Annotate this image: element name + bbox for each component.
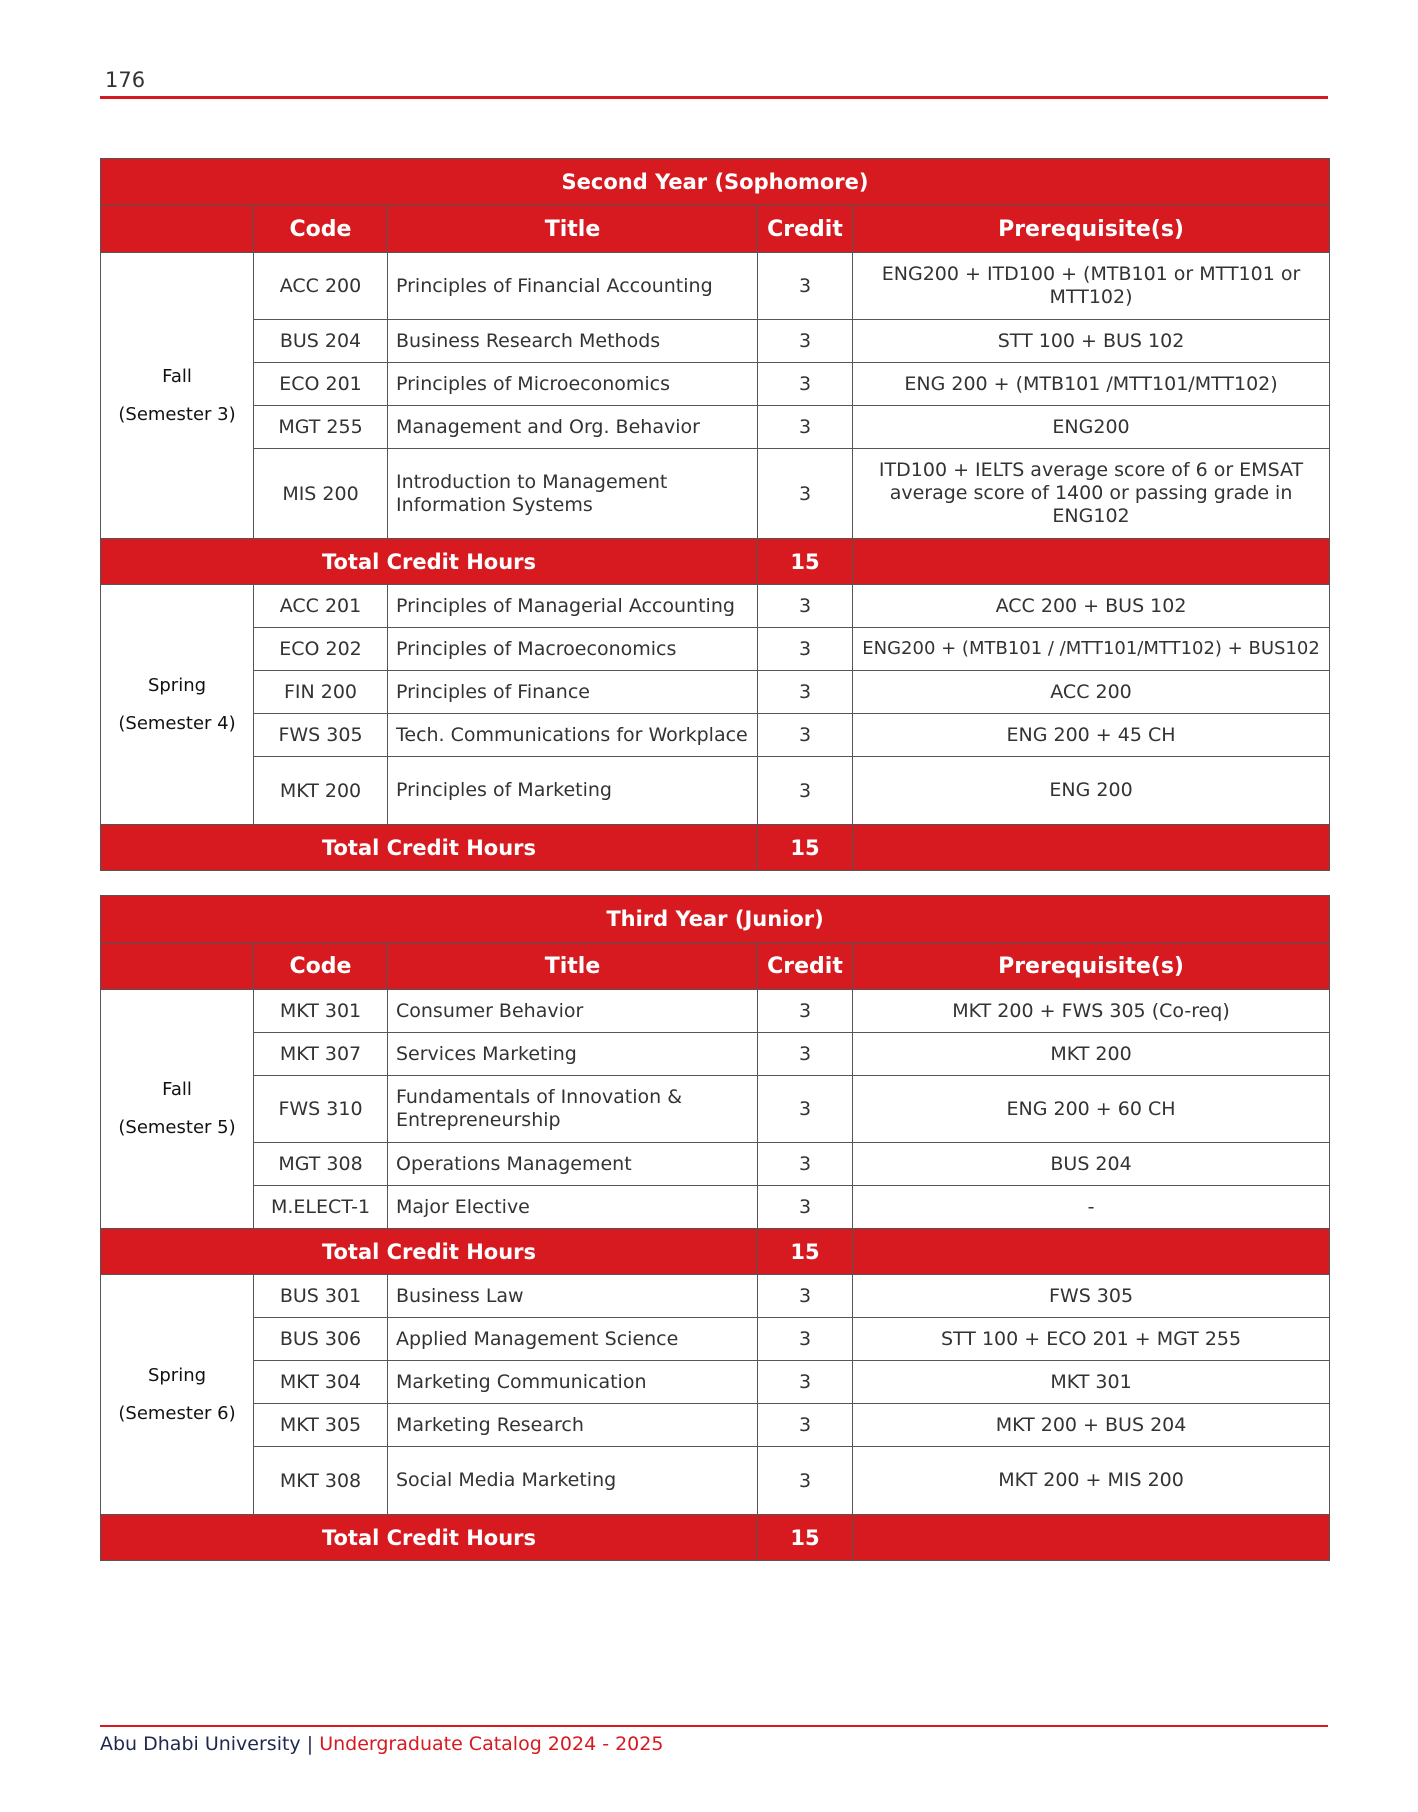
course-title: Principles of Macroeconomics <box>388 628 758 671</box>
total-value: 15 <box>758 1229 853 1275</box>
header-rule <box>100 96 1328 99</box>
total-blank <box>853 1229 1330 1275</box>
table-row <box>101 990 1330 1033</box>
header-blank <box>101 206 254 253</box>
course-prereq: ENG 200 + (MTB101 /MTT101/MTT102) <box>853 363 1330 406</box>
course-credit: 3 <box>758 1361 853 1404</box>
course-prereq: ENG 200 + 45 CH <box>853 714 1330 757</box>
header-code: Code <box>254 943 388 990</box>
course-prereq: ENG200 + ITD100 + (MTB101 or MTT101 or MTT102) <box>853 253 1330 320</box>
course-credit: 3 <box>758 406 853 449</box>
table-row <box>101 253 1330 320</box>
header-prereq: Prerequisite(s) <box>853 943 1330 990</box>
year-title: Third Year (Junior) <box>101 896 1330 943</box>
course-credit: 3 <box>758 1447 853 1515</box>
total-label: Total Credit Hours <box>101 1229 758 1275</box>
table-row <box>101 585 1330 628</box>
total-blank <box>853 825 1330 871</box>
course-title: Principles of Managerial Accounting <box>388 585 758 628</box>
total-value: 15 <box>758 825 853 871</box>
total-label: Total Credit Hours <box>101 539 758 585</box>
table-row <box>101 1076 1330 1143</box>
table-row <box>101 406 1330 449</box>
header-title: Title <box>388 943 758 990</box>
course-code: MKT 308 <box>254 1447 388 1515</box>
course-code: MGT 255 <box>254 406 388 449</box>
course-prereq: ITD100 + IELTS average score of 6 or EMSAT average score of 1400 or passing grade in ENG102 <box>853 449 1330 539</box>
table-row <box>101 1143 1330 1186</box>
course-credit: 3 <box>758 320 853 363</box>
table-row <box>101 1033 1330 1076</box>
table-row <box>101 1275 1330 1318</box>
course-credit: 3 <box>758 1143 853 1186</box>
table-row <box>101 757 1330 825</box>
course-credit: 3 <box>758 585 853 628</box>
course-code: ECO 201 <box>254 363 388 406</box>
course-credit: 3 <box>758 714 853 757</box>
course-code: MGT 308 <box>254 1143 388 1186</box>
third-year-table <box>100 895 1330 1561</box>
course-credit: 3 <box>758 1033 853 1076</box>
course-code: ECO 202 <box>254 628 388 671</box>
second-year-table <box>100 158 1330 871</box>
course-code: BUS 204 <box>254 320 388 363</box>
course-title: Business Law <box>388 1275 758 1318</box>
header-credit: Credit <box>758 206 853 253</box>
footer-catalog: Undergraduate Catalog 2024 - 2025 <box>319 1733 664 1755</box>
course-title: Major Elective <box>388 1186 758 1229</box>
total-row <box>101 1515 1330 1561</box>
course-code: MIS 200 <box>254 449 388 539</box>
semester-label: Spring (Semester 4) <box>101 585 254 825</box>
course-title: Business Research Methods <box>388 320 758 363</box>
course-credit: 3 <box>758 1318 853 1361</box>
total-row <box>101 539 1330 585</box>
course-prereq: - <box>853 1186 1330 1229</box>
table-row <box>101 671 1330 714</box>
table-row <box>101 714 1330 757</box>
course-prereq: MKT 200 <box>853 1033 1330 1076</box>
course-credit: 3 <box>758 1275 853 1318</box>
total-label: Total Credit Hours <box>101 1515 758 1561</box>
course-credit: 3 <box>758 990 853 1033</box>
course-code: ACC 201 <box>254 585 388 628</box>
course-title: Operations Management <box>388 1143 758 1186</box>
total-row <box>101 825 1330 871</box>
total-blank <box>853 539 1330 585</box>
table-row <box>101 363 1330 406</box>
course-prereq: ACC 200 <box>853 671 1330 714</box>
total-blank <box>853 1515 1330 1561</box>
course-prereq: STT 100 + ECO 201 + MGT 255 <box>853 1318 1330 1361</box>
total-value: 15 <box>758 1515 853 1561</box>
header-credit: Credit <box>758 943 853 990</box>
course-title: Principles of Marketing <box>388 757 758 825</box>
course-title: Services Marketing <box>388 1033 758 1076</box>
table-row <box>101 449 1330 539</box>
course-code: MKT 305 <box>254 1404 388 1447</box>
table-row <box>101 1361 1330 1404</box>
header-title: Title <box>388 206 758 253</box>
table-row <box>101 320 1330 363</box>
table-row <box>101 1318 1330 1361</box>
course-credit: 3 <box>758 363 853 406</box>
course-code: MKT 200 <box>254 757 388 825</box>
semester-label: Spring (Semester 6) <box>101 1275 254 1515</box>
course-prereq: ENG 200 <box>853 757 1330 825</box>
course-title: Tech. Communications for Workplace <box>388 714 758 757</box>
course-title: Applied Management Science <box>388 1318 758 1361</box>
course-prereq: MKT 301 <box>853 1361 1330 1404</box>
course-title: Marketing Research <box>388 1404 758 1447</box>
course-code: BUS 306 <box>254 1318 388 1361</box>
table-row <box>101 1404 1330 1447</box>
table-row <box>101 1186 1330 1229</box>
course-code: MKT 304 <box>254 1361 388 1404</box>
course-prereq: ENG 200 + 60 CH <box>853 1076 1330 1143</box>
course-code: FWS 305 <box>254 714 388 757</box>
footer-separator: | <box>306 1733 314 1755</box>
course-prereq: BUS 204 <box>853 1143 1330 1186</box>
course-title: Consumer Behavior <box>388 990 758 1033</box>
course-credit: 3 <box>758 253 853 320</box>
semester-label: Fall (Semester 5) <box>101 990 254 1229</box>
course-credit: 3 <box>758 1186 853 1229</box>
course-prereq: MKT 200 + BUS 204 <box>853 1404 1330 1447</box>
course-prereq: MKT 200 + FWS 305 (Co-req) <box>853 990 1330 1033</box>
footer-rule <box>100 1725 1328 1727</box>
course-title: Marketing Communication <box>388 1361 758 1404</box>
course-credit: 3 <box>758 757 853 825</box>
table-row <box>101 628 1330 671</box>
table-row <box>101 1447 1330 1515</box>
course-code: BUS 301 <box>254 1275 388 1318</box>
header-blank <box>101 943 254 990</box>
course-code: M.ELECT-1 <box>254 1186 388 1229</box>
course-code: FIN 200 <box>254 671 388 714</box>
course-prereq: MKT 200 + MIS 200 <box>853 1447 1330 1515</box>
total-row <box>101 1229 1330 1275</box>
course-code: MKT 301 <box>254 990 388 1033</box>
course-prereq: ENG200 <box>853 406 1330 449</box>
footer-university: Abu Dhabi University <box>100 1733 301 1755</box>
course-credit: 3 <box>758 449 853 539</box>
course-title: Introduction to Management Information Systems <box>388 449 758 539</box>
course-prereq: ACC 200 + BUS 102 <box>853 585 1330 628</box>
course-title: Principles of Microeconomics <box>388 363 758 406</box>
course-title: Principles of Financial Accounting <box>388 253 758 320</box>
course-title: Principles of Finance <box>388 671 758 714</box>
course-title: Social Media Marketing <box>388 1447 758 1515</box>
course-title: Management and Org. Behavior <box>388 406 758 449</box>
course-prereq: ENG200 + (MTB101 / /MTT101/MTT102) + BUS102 <box>853 628 1330 671</box>
course-code: MKT 307 <box>254 1033 388 1076</box>
total-label: Total Credit Hours <box>101 825 758 871</box>
total-value: 15 <box>758 539 853 585</box>
semester-label: Fall (Semester 3) <box>101 253 254 539</box>
course-credit: 3 <box>758 1076 853 1143</box>
course-title: Fundamentals of Innovation & Entrepreneurship <box>388 1076 758 1143</box>
course-credit: 3 <box>758 628 853 671</box>
year-title: Second Year (Sophomore) <box>101 159 1330 206</box>
header-prereq: Prerequisite(s) <box>853 206 1330 253</box>
course-code: FWS 310 <box>254 1076 388 1143</box>
course-prereq: FWS 305 <box>853 1275 1330 1318</box>
course-code: ACC 200 <box>254 253 388 320</box>
page-number: 176 <box>105 68 146 92</box>
course-prereq: STT 100 + BUS 102 <box>853 320 1330 363</box>
course-credit: 3 <box>758 1404 853 1447</box>
header-code: Code <box>254 206 388 253</box>
course-credit: 3 <box>758 671 853 714</box>
footer <box>100 1733 663 1755</box>
